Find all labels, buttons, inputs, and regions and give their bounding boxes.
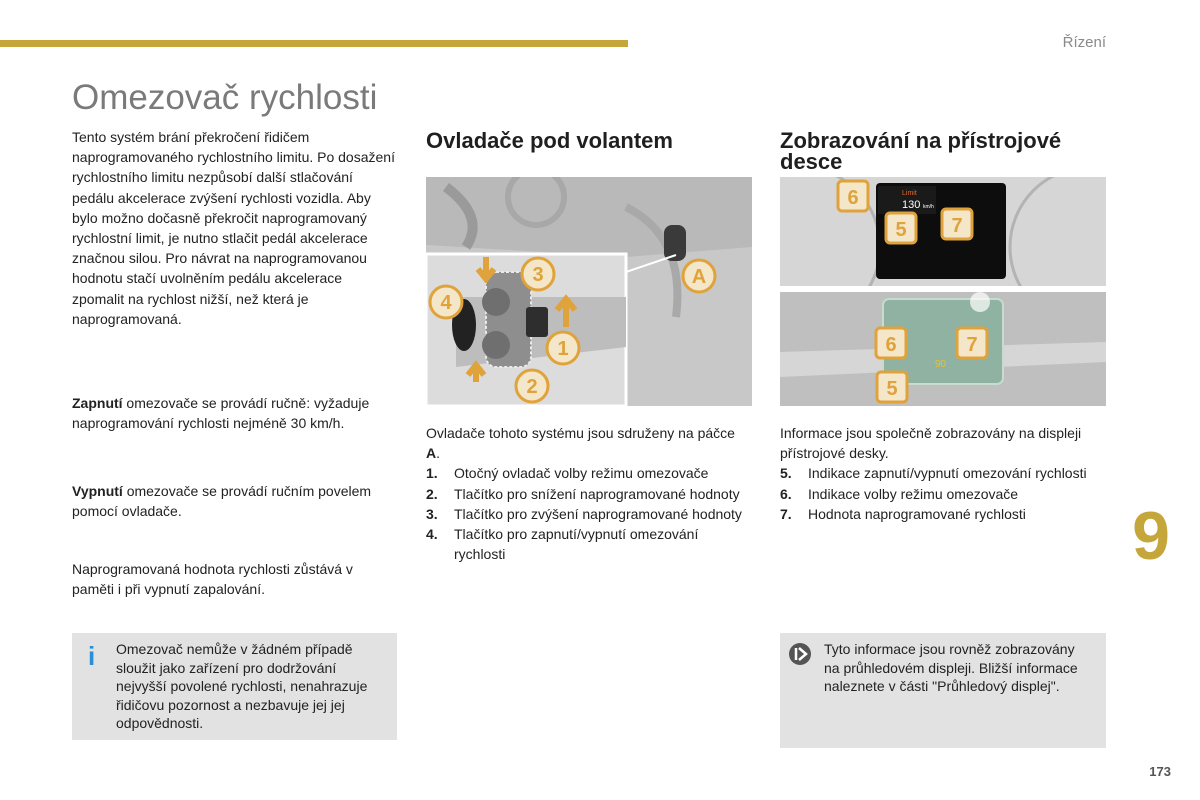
hud-note-text: Tyto informace jsou rovněž zobrazovány na průhledovém displeji. Bližší informace naleznete v části "Průhledový displej". [824, 641, 1078, 694]
label-7-top: 7 [951, 215, 963, 237]
speed-text: 130 [902, 199, 921, 211]
list-item: 6. Indikace volby režimu omezovače [780, 485, 1019, 502]
label-6-bottom: 6 [885, 334, 897, 356]
display-intro: Informace jsou společně zobrazovány na displeji přístrojové desky. [780, 425, 1082, 462]
label-2: 2 [526, 376, 538, 398]
label-6-top: 6 [847, 187, 859, 209]
switch-off-bold: Vypnutí [72, 483, 123, 499]
list-item: 1. Otočný ovladač volby režimu omezovače [426, 465, 709, 482]
display-list [780, 463, 1106, 524]
controls-description [426, 423, 752, 564]
display-description [780, 423, 1106, 524]
switch-on-text: omezovače se provádí ručně: vyžaduje naprogramování rychlosti nejméně 30 km/h. [72, 395, 370, 432]
label-a: A [691, 266, 707, 288]
controls-list [426, 463, 752, 564]
controls-intro-end: . [436, 445, 441, 462]
limit-text: Limit [902, 190, 917, 197]
hud-speed-text: 90 [935, 359, 947, 370]
label-5-top: 5 [895, 219, 907, 241]
list-item: 2. Tlačítko pro snížení naprogramované hodnoty [426, 485, 740, 502]
switch-on-paragraph [72, 393, 397, 433]
intro-paragraph: Tento systém brání překročení řidičem naprogramovaného rychlostního limitu. Po dosažení rychlostního limitu nezpůsobí další stlačování pedálu akcelerace zvýšení rychlosti vozidla. Aby bylo možno dočasně překročit naprogramovaný rychlostní limit, je nutno stlačit pedál akcelerace značnou silou. Pro návrat na naprogramovanou hodnotu stačí uvolněním pedálu akcelerace zpomalit na rychlost nižší, než která je naprogramovaná. [72, 129, 395, 327]
page-number: 173 [1149, 764, 1171, 779]
list-item: 4. Tlačítko pro zapnutí/vypnutí omezování rychlosti [426, 526, 699, 563]
steering-controls-figure [426, 177, 752, 406]
play-icon [789, 643, 811, 665]
instrument-display-figure [780, 177, 1106, 406]
label-5-bottom: 5 [886, 378, 898, 400]
label-3: 3 [532, 264, 544, 286]
display-heading: Zobrazování na přístrojové desce [780, 128, 1062, 174]
info-note-text: Omezovač nemůže v žádném případě sloužit jako zařízení pro dodržování nejvyšší povolené rychlosti, nenahrazuje řidičovu pozornost a nezbavuje jej jej odpovědnosti. [116, 641, 368, 731]
info-note [72, 633, 397, 740]
controls-heading: Ovladače pod volantem [426, 128, 673, 153]
label-7-bottom: 7 [966, 334, 978, 356]
controls-intro-bold: A [426, 445, 437, 462]
switch-off-paragraph [72, 481, 397, 521]
list-item: 5. Indikace zapnutí/vypnutí omezování rychlosti [780, 465, 1087, 482]
memory-paragraph: Naprogramovaná hodnota rychlosti zůstává v paměti i při vypnutí zapalování. [72, 561, 353, 598]
switch-off-text: omezovače se provádí ručním povelem pomocí ovladače. [72, 483, 372, 520]
unit-text: km/h [923, 204, 934, 210]
section-title: Řízení [1062, 34, 1106, 51]
controls-intro-text: Ovladače tohoto systému jsou sdruženy na páčce [426, 425, 735, 441]
list-item: 3. Tlačítko pro zvýšení naprogramované hodnoty [426, 505, 742, 522]
chapter-number: 9 [1132, 498, 1170, 574]
hud-note [780, 633, 1106, 748]
label-4: 4 [440, 292, 452, 314]
switch-on-bold: Zapnutí [72, 395, 123, 411]
list-item: 7. Hodnota naprogramované rychlosti [780, 505, 1026, 522]
label-1: 1 [557, 338, 569, 360]
page-title: Omezovač rychlosti [72, 78, 378, 117]
header-accent-bar [0, 40, 628, 47]
info-icon: i [88, 641, 96, 671]
